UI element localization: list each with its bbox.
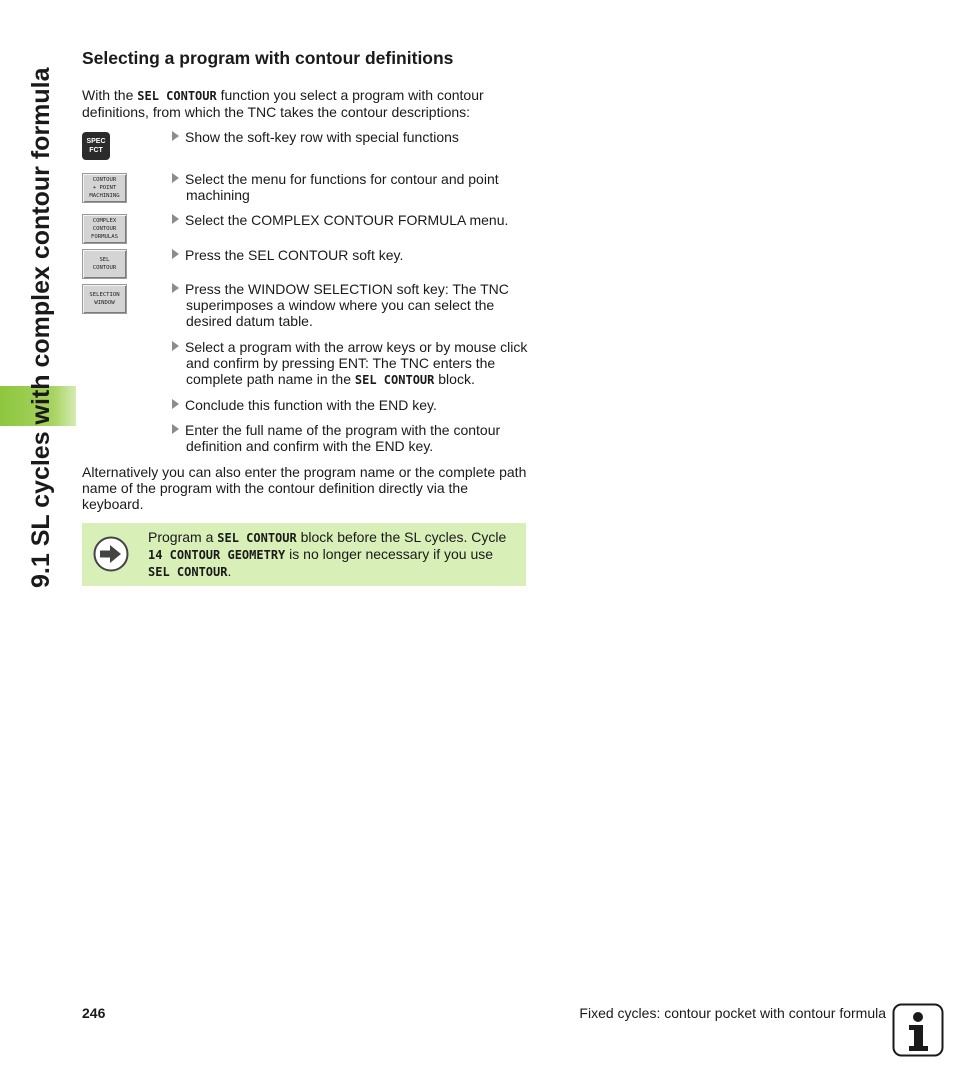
step-text: Conclude this function with the END key. xyxy=(185,397,437,413)
triangle-bullet-icon xyxy=(172,173,179,183)
note-text-2: block before the SL cycles. Cycle xyxy=(296,529,507,545)
info-icon xyxy=(892,1003,944,1057)
step-4 xyxy=(172,247,536,263)
note-text-3: is no longer necessary if you use xyxy=(285,546,494,562)
triangle-bullet-icon xyxy=(172,399,179,409)
step-8 xyxy=(172,422,536,454)
note-code-3: SEL CONTOUR xyxy=(148,565,228,579)
spec-fct-key[interactable] xyxy=(82,132,110,160)
note-box xyxy=(82,523,526,586)
note-code-1: SEL CONTOUR xyxy=(217,531,297,545)
step-text: Press the SEL CONTOUR soft key. xyxy=(185,247,404,263)
step-text: Select the menu for functions for contour and point machining xyxy=(185,171,499,203)
step-text: Press the WINDOW SELECTION soft key: The TNC superimposes a window where you can select the desired datum table. xyxy=(185,281,509,329)
intro-text-pre: With the xyxy=(82,87,138,103)
triangle-bullet-icon xyxy=(172,249,179,259)
step-7 xyxy=(172,397,536,413)
complex-contour-formulas-softkey[interactable]: COMPLEX CONTOUR FORMULAS xyxy=(82,214,127,244)
intro-paragraph xyxy=(82,87,532,120)
spec-fct-key-line2: FCT xyxy=(89,147,103,154)
step-3 xyxy=(172,212,536,228)
side-chapter-title-wrap xyxy=(26,56,56,588)
triangle-bullet-icon xyxy=(172,341,179,351)
contour-point-machining-softkey[interactable]: CONTOUR + POINT MACHINING xyxy=(82,173,127,203)
alternative-paragraph: Alternatively you can also enter the program name or the complete path name of the program with the contour definition directly via the keyboard. xyxy=(82,464,527,512)
note-text-1: Program a xyxy=(148,529,218,545)
step-text-pre: Select a program with the arrow keys or by mouse click and confirm by pressing ENT: The TNC enters the complete path name in the xyxy=(185,339,528,387)
intro-code: SEL CONTOUR xyxy=(137,89,217,103)
section-heading: Selecting a program with contour definitions xyxy=(82,48,454,68)
footer-chapter-title: Fixed cycles: contour pocket with contour formula xyxy=(579,1005,886,1021)
triangle-bullet-icon xyxy=(172,214,179,224)
step-text-post: block. xyxy=(434,371,475,387)
sel-contour-softkey[interactable]: SEL CONTOUR xyxy=(82,249,127,279)
page-number: 246 xyxy=(82,1005,106,1021)
selection-window-softkey[interactable]: SELECTION WINDOW xyxy=(82,284,127,314)
triangle-bullet-icon xyxy=(172,424,179,434)
step-1 xyxy=(172,129,536,145)
step-text: Enter the full name of the program with the contour definition and confirm with the END key. xyxy=(185,422,501,454)
arrow-right-icon xyxy=(93,536,129,572)
triangle-bullet-icon xyxy=(172,131,179,141)
step-5 xyxy=(172,281,536,329)
step-code: SEL CONTOUR xyxy=(354,373,435,387)
step-2 xyxy=(172,171,536,203)
step-text: Select the COMPLEX CONTOUR FORMULA menu. xyxy=(185,212,509,228)
step-text: Show the soft-key row with special functions xyxy=(185,129,459,145)
side-chapter-title: 9.1 SL cycles with complex contour formula xyxy=(27,67,55,588)
note-text-4: . xyxy=(227,563,232,579)
note-code-2: 14 CONTOUR GEOMETRY xyxy=(148,548,286,562)
spec-fct-key-line1: SPEC xyxy=(86,138,106,145)
intro-text-post: function you select a program with contour definitions, from which the TNC takes the contour descriptions: xyxy=(82,87,484,120)
step-6 xyxy=(172,339,536,388)
triangle-bullet-icon xyxy=(172,283,179,293)
note-text xyxy=(148,529,518,580)
